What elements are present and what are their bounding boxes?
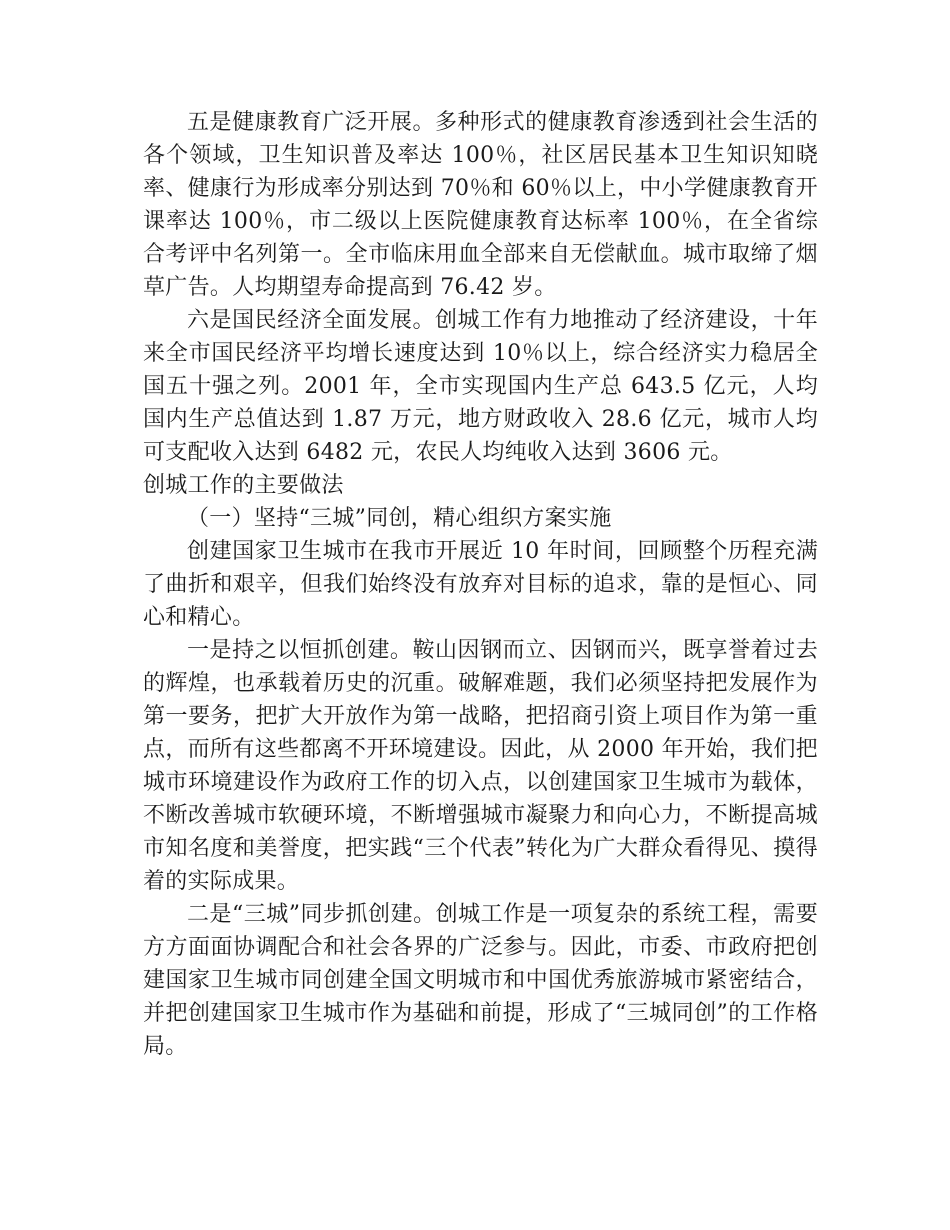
document-body <box>143 106 818 1063</box>
paragraph-intro: 创建国家卫生城市在我市开展近 10 年时间，回顾整个历程充满了曲折和艰辛，但我们始终没有放弃对目标的追求，靠的是恒心、同心和精心。 <box>143 539 818 630</box>
paragraph-persistence: 一是持之以恒抓创建。鞍山因钢而立、因钢而兴，既享誉着过去的辉煌，也承载着历史的沉重。破解难题，我们必须坚持把发展作为第一要务，把扩大开放作为第一战略，把招商引资上项目作为第一重点，而所有这些都离不开环境建设。因此，从 2000 年开始，我们把城市环境建设作为政府工作的切入点，以创建国家卫生城市为载体，不断改善城市软硬环境，不断增强城市凝聚力和向心力，不断提高城市知名度和美誉度，把实践“三个代表”转化为广大群众看得见、摸得着的实际成果。 <box>143 638 818 894</box>
subsection-heading: （一）坚持“三城”同创，精心组织方案实施 <box>187 506 612 531</box>
paragraph-economy: 六是国民经济全面发展。创城工作有力地推动了经济建设，十年来全市国民经济平均增长速度达到 10％以上，综合经济实力稳居全国五十强之列。2001 年，全市实现国内生产总 643.5 亿元，人均国内生产总值达到 1.87 万元，地方财政收入 28.6 亿元，城市人均可支配收入达到 6482 元，农民人均纯收入达到 3606 元。 <box>143 308 818 465</box>
paragraph-health-education: 五是健康教育广泛开展。多种形式的健康教育渗透到社会生活的各个领域，卫生知识普及率达 100％，社区居民基本卫生知识知晓率、健康行为形成率分别达到 70％和 60％以上，中小学健康教育开课率达 100％，市二级以上医院健康教育达标率 100％，在全省综合考评中名列第一。全市临床用血全部来自无偿献血。城市取缔了烟草广告。人均期望寿命提高到 76.42 岁。 <box>143 110 818 300</box>
section-heading: 创城工作的主要做法 <box>143 473 344 498</box>
paragraph-three-cities: 二是“三城”同步抓创建。创城工作是一项复杂的系统工程，需要方方面面协调配合和社会各界的广泛参与。因此，市委、市政府把创建国家卫生城市同创建全国文明城市和中国优秀旅游城市紧密结合，并把创建国家卫生城市作为基础和前提，形成了“三城同创”的工作格局。 <box>143 902 818 1059</box>
